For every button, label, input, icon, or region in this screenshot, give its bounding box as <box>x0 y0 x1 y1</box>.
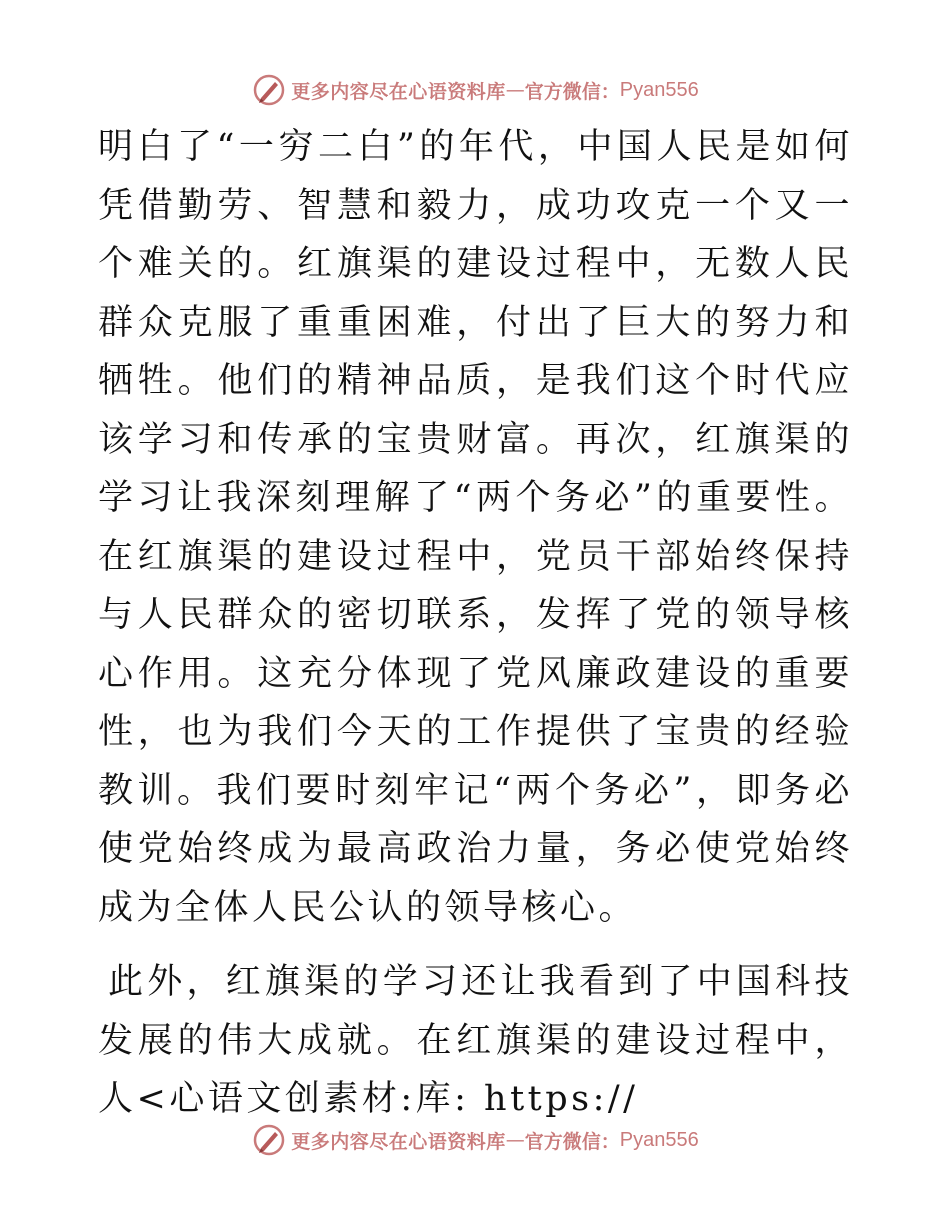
banner-dash: — <box>505 1129 525 1151</box>
paragraph-2: 此外，红旗渠的学习还让我看到了中国科技发展的伟大成就。在红旗渠的建设过程中，人<心语文创素材:库: https:// <box>98 962 853 1119</box>
banner-wechat-id: Pyan556 <box>619 1128 699 1151</box>
banner-site-name: 更多内容尽在心语资料库 <box>291 80 506 103</box>
footer-watermark-banner <box>0 1120 950 1160</box>
header-watermark-banner <box>0 70 950 110</box>
banner-wechat-label: 官方微信： <box>524 80 620 103</box>
paragraph-1: 明白了“一穷二白”的年代，中国人民是如何凭借勤劳、智慧和毅力，成功攻克一个又一个难关的。红旗渠的建设过程中，无数人民群众克服了重重困难，付出了巨大的努力和牺牲。他们的精神品质，是我们这个时代应该学习和传承的宝贵财富。再次，红旗渠的学习让我深刻理解了“两个务必”的重要性。在红旗渠的建设过程中，党员干部始终保持与人民群众的密切联系，发挥了党的领导核心作用。这充分体现了党风廉政建设的重要性，也为我们今天的工作提供了宝贵的经验教训。我们要时刻牢记“两个务必”，即务必使党始终成为最高政治力量，务必使党始终成为全体人民公认的领导核心。 <box>98 127 853 928</box>
pen-logo-icon <box>251 1122 287 1158</box>
banner-wechat-id: Pyan556 <box>619 78 699 101</box>
pen-logo-icon <box>251 72 287 108</box>
banner-wechat-label: 官方微信： <box>524 1130 620 1153</box>
banner-site-name: 更多内容尽在心语资料库 <box>291 1130 506 1153</box>
banner-dash: — <box>505 79 525 101</box>
document-body <box>98 118 853 1129</box>
